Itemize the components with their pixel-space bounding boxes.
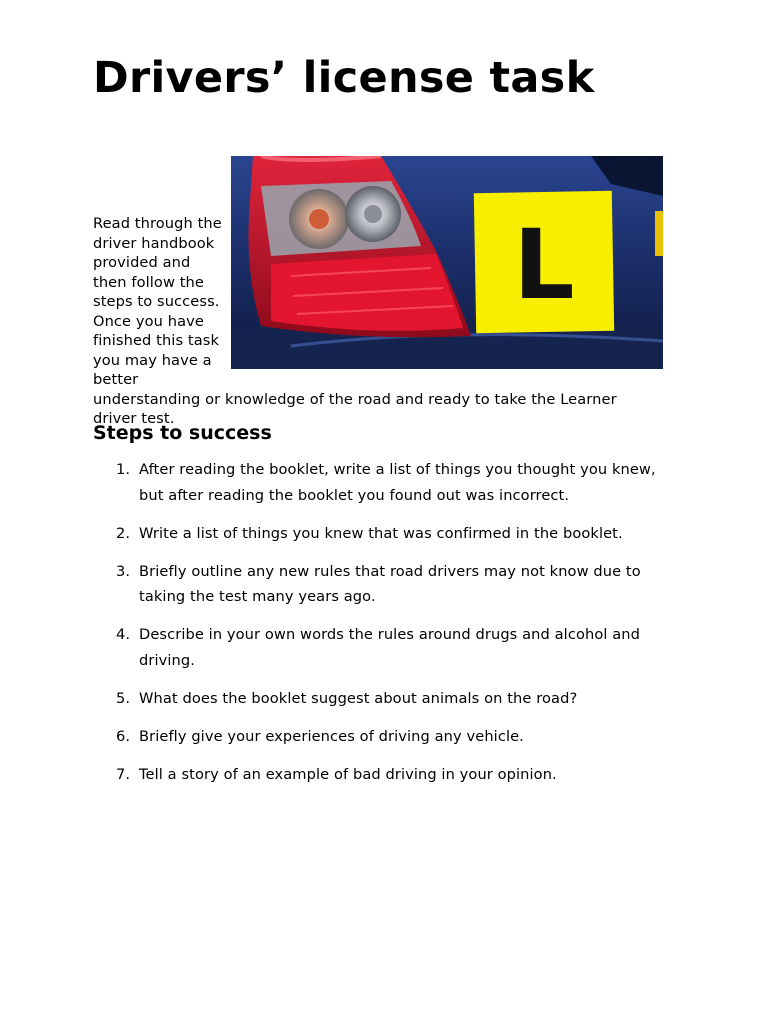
intro-paragraph: Read through the driver handbook provided and then follow the steps to success. Once you have finished this task you may have a better understanding or knowledge of the road and ready to take the Learner driver test.	[93, 215, 617, 427]
step-number: 5.	[116, 689, 131, 707]
list-item	[93, 686, 669, 712]
step-text: Briefly outline any new rules that road drivers may not know due to taking the test many years ago.	[139, 562, 641, 605]
step-text: Describe in your own words the rules around drugs and alcohol and driving.	[139, 626, 640, 669]
step-number: 1.	[116, 461, 131, 478]
list-item	[93, 457, 669, 508]
step-number: 4.	[116, 626, 131, 643]
intro-section	[93, 156, 663, 429]
steps-list	[93, 457, 669, 800]
list-item	[93, 762, 669, 788]
list-item	[93, 521, 669, 547]
step-number: 3.	[116, 562, 131, 580]
document-page	[93, 0, 663, 1024]
list-item	[93, 622, 669, 673]
step-text: After reading the booklet, write a list of things you thought you knew, but after reading the booklet you found out was incorrect.	[139, 461, 656, 504]
step-number: 6.	[116, 727, 131, 745]
steps-heading: Steps to success	[93, 422, 272, 444]
step-number: 7.	[116, 765, 131, 783]
step-number: 2.	[116, 524, 131, 542]
learner-plate-car-photo	[231, 156, 663, 369]
learner-plate	[474, 191, 614, 333]
step-text: Write a list of things you knew that was confirmed in the booklet.	[139, 524, 623, 542]
list-item	[93, 559, 669, 610]
page-title: Drivers’ license task	[93, 53, 595, 103]
step-text: What does the booklet suggest about animals on the road?	[139, 689, 578, 707]
step-text: Briefly give your experiences of driving any vehicle.	[139, 727, 524, 745]
step-text: Tell a story of an example of bad driving in your opinion.	[139, 765, 557, 783]
list-item	[93, 724, 669, 750]
learner-plate-letter: L	[513, 209, 575, 321]
